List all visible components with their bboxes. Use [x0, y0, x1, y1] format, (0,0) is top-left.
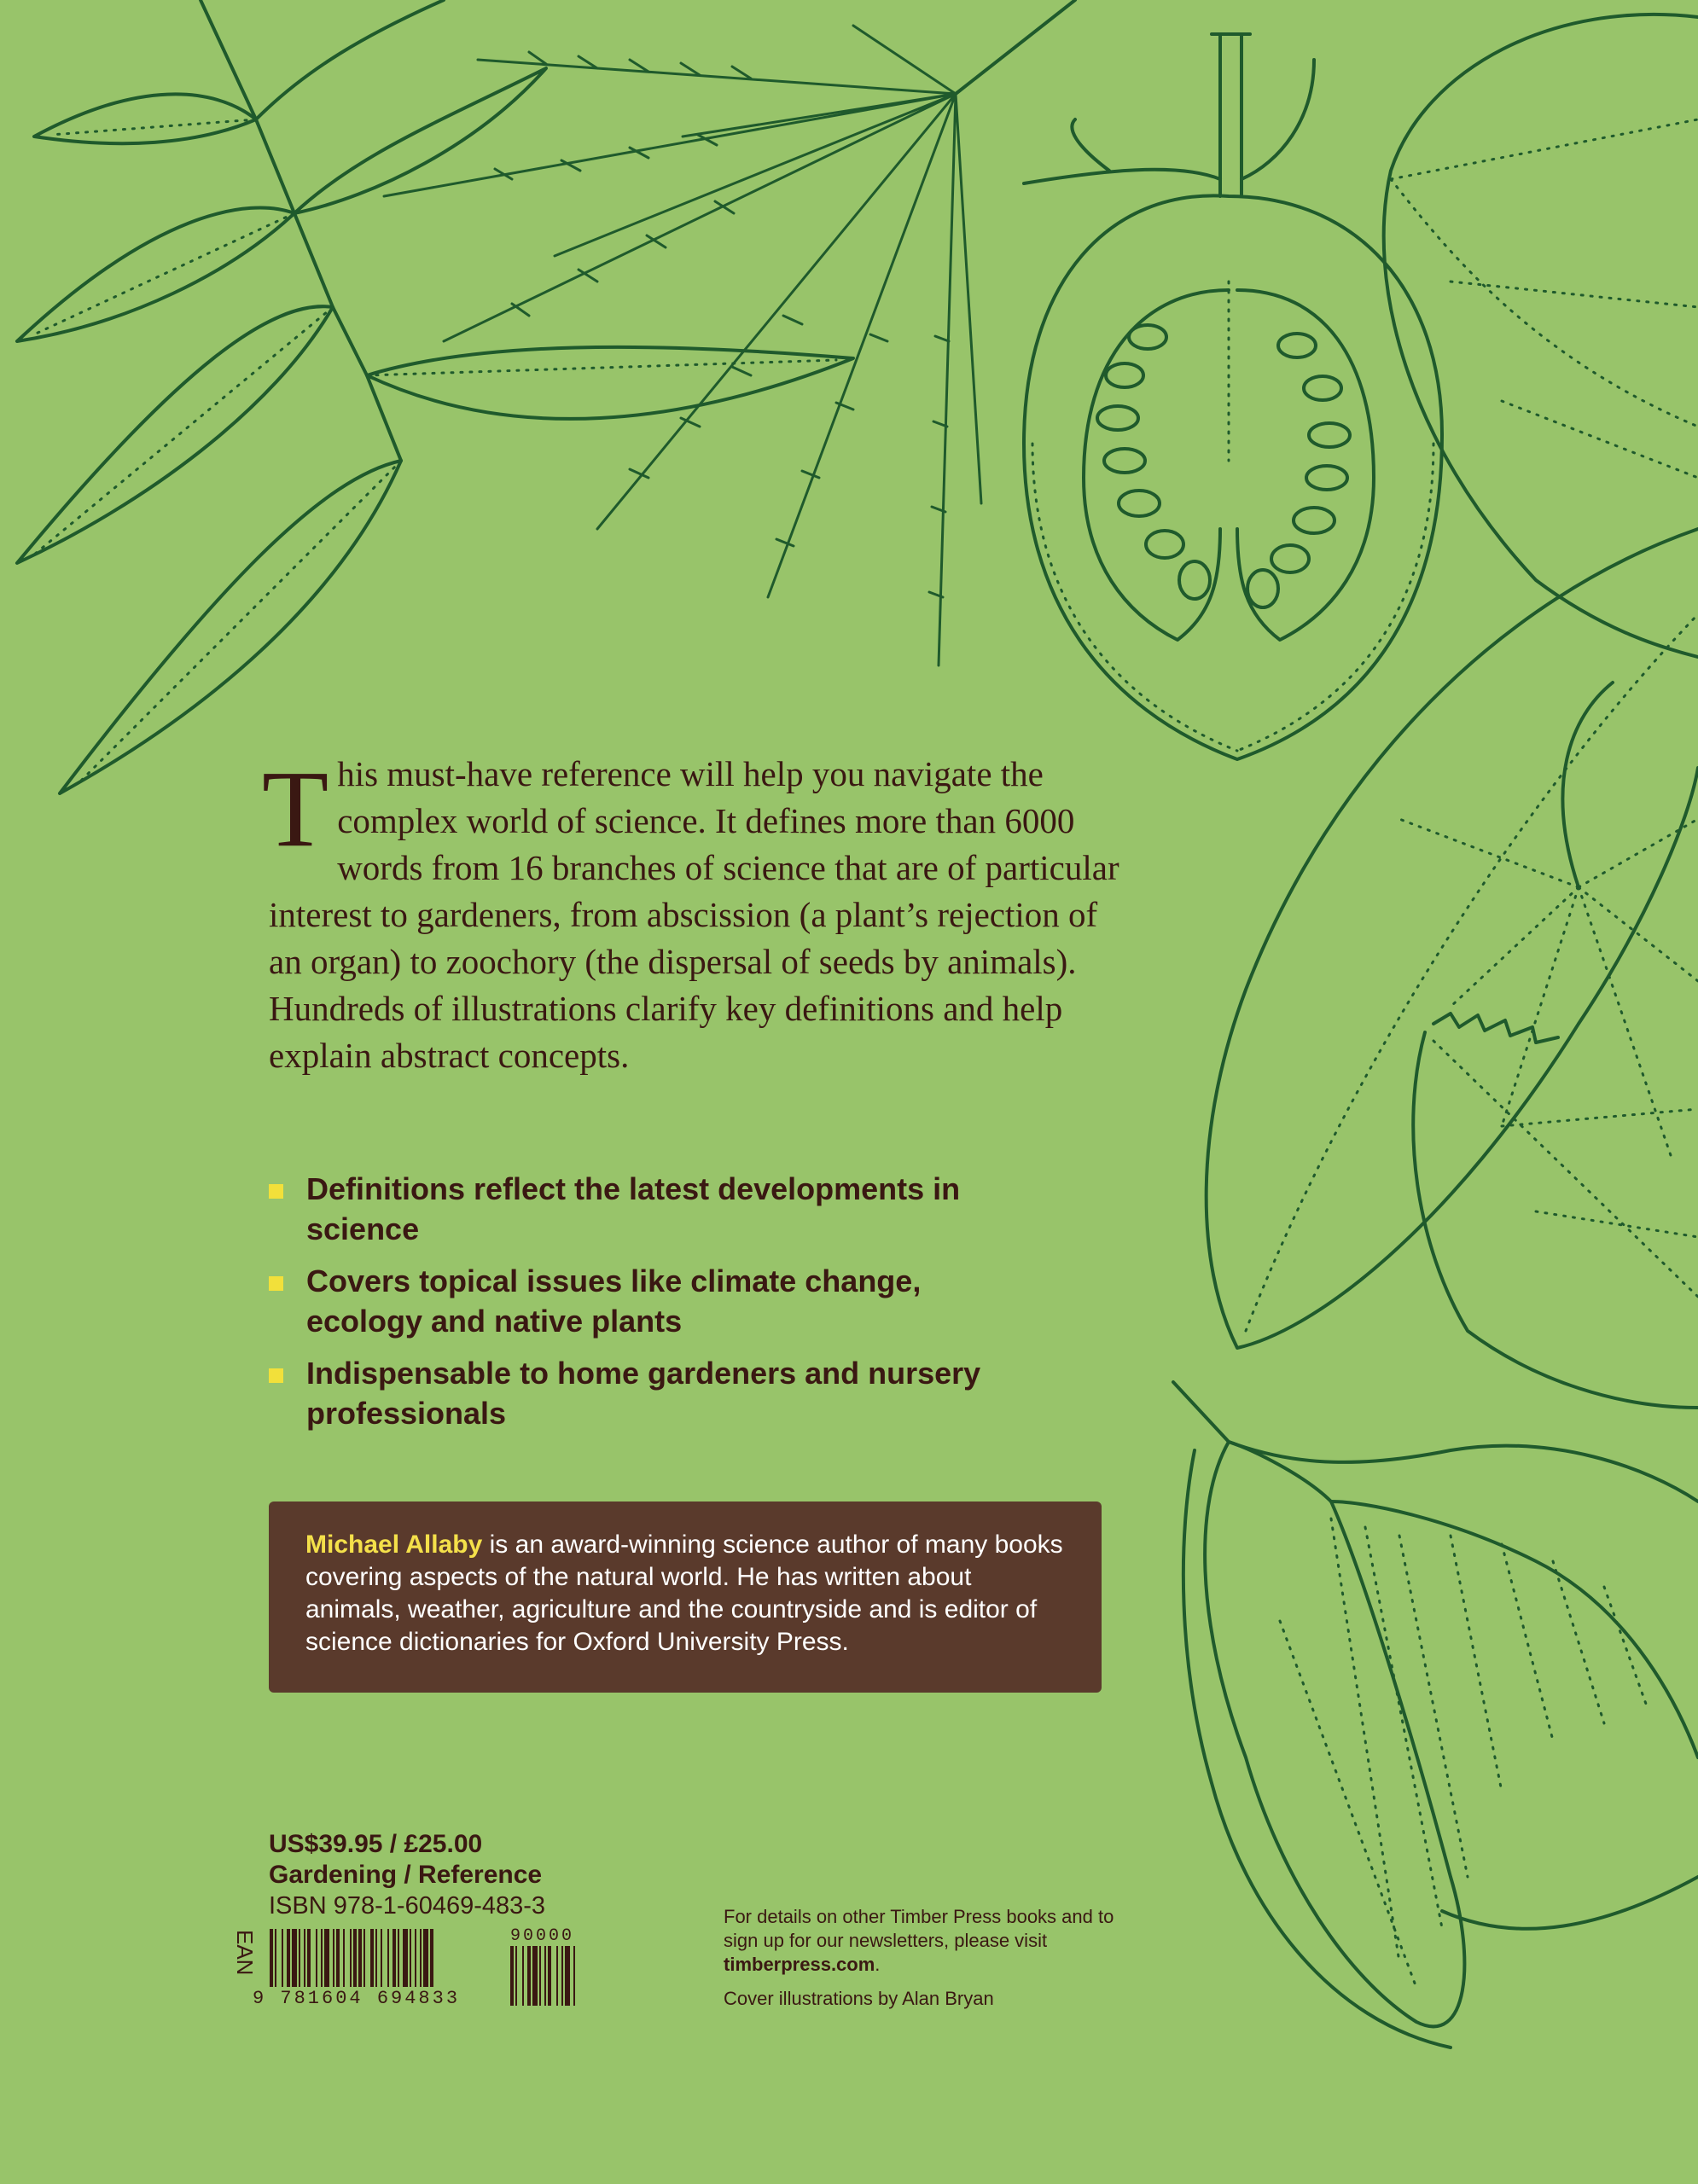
yellow-square-icon: [269, 1368, 283, 1383]
barcode-addon-bar: [515, 1946, 517, 2006]
barcode-bar: [353, 1929, 357, 1987]
leaflet: [367, 347, 853, 419]
barcode-addon-bar: [565, 1946, 570, 2006]
barcode-addon-bar: [522, 1946, 524, 2006]
author-bio-box: [269, 1502, 1102, 1693]
barcode-bars: [270, 1929, 433, 1987]
seed: [1146, 531, 1183, 558]
seed: [1106, 363, 1143, 387]
barcode-bar: [287, 1929, 290, 1987]
barcode-bar: [387, 1929, 389, 1987]
barcode-bar: [363, 1929, 365, 1987]
fern-rays: [384, 26, 981, 665]
barcode-bar: [282, 1929, 283, 1987]
feature-item: [269, 1261, 1037, 1341]
seed: [1306, 466, 1347, 490]
barcode-addon-bar: [539, 1946, 541, 2006]
serrated-leaf: [1413, 1014, 1698, 1408]
barcode-bar: [415, 1929, 416, 1987]
barcode-addon-bar: [561, 1946, 563, 2006]
leaflet-vein: [51, 119, 256, 135]
barcode-bar: [324, 1929, 329, 1987]
fern-barbs: [495, 52, 949, 597]
leaflet-vein: [34, 307, 333, 555]
barcode-bar: [398, 1929, 399, 1987]
barcode-addon-bar: [556, 1946, 558, 2006]
blade-leaf-tip: [1562, 682, 1613, 887]
feature-list: [269, 1169, 1037, 1445]
barcode-bar: [299, 1929, 300, 1987]
fruit-stalk: [1212, 34, 1250, 196]
isbn: ISBN 978-1-60469-483-3: [269, 1892, 546, 1920]
feature-text: Indispensable to home gardeners and nursery professionals: [306, 1356, 981, 1431]
large-leaf-vein: [1391, 119, 1698, 478]
seed: [1309, 423, 1350, 447]
blurb: [262, 748, 1139, 1079]
barcode-addon-bar: [510, 1946, 514, 2006]
barcode-bar: [321, 1929, 323, 1987]
leaflet: [17, 306, 333, 563]
feature-text: Covers topical issues like climate change, ecology and native plants: [306, 1263, 922, 1339]
seed: [1304, 376, 1341, 400]
footer-details: For details on other Timber Press books and to sign up for our newsletters, please visit: [724, 1906, 1114, 1951]
barcode-addon-bars: [510, 1946, 575, 2006]
price: US$39.95 / £25.00: [269, 1830, 483, 1858]
samara-wing: [1205, 1442, 1464, 2026]
footer-note: [724, 1905, 1116, 1977]
barcode-bar: [350, 1929, 352, 1987]
fruit-outline: [1024, 195, 1442, 759]
leaflet: [60, 461, 401, 793]
illustration-credit: Cover illustrations by Alan Bryan: [724, 1988, 994, 2009]
fern-stalk: [956, 0, 1075, 94]
samara-outer: [1183, 1450, 1451, 2048]
barcode-bar: [343, 1929, 345, 1987]
barcode-addon-bar: [544, 1946, 546, 2006]
barcode-bar: [316, 1929, 317, 1987]
barcode-addon-bar: [573, 1946, 575, 2006]
barcode-bar: [333, 1929, 334, 1987]
blurb-text: his must-have reference will help you navigate the complex world of science. It defines more than 6000 words from 16 branches of science that are of particular interest to gardeners, from abscission (a plant’s rejection of an organ) to zoochory (the dispersal of seeds by animals). Hundreds of illustrations clarify key definitions and help explain abstract concepts.: [269, 754, 1119, 1075]
yellow-square-icon: [269, 1276, 283, 1291]
drop-cap: T: [262, 748, 329, 869]
barcode-bar: [375, 1929, 377, 1987]
barcode-bar: [381, 1929, 382, 1987]
barcode-bar: [393, 1929, 396, 1987]
fruit-calyx: [1024, 60, 1314, 183]
barcode-bar: [292, 1929, 297, 1987]
barcode-addon-bar: [532, 1946, 538, 2006]
seed: [1278, 334, 1316, 357]
samara-wing-lower: [1442, 1877, 1698, 1929]
website-link[interactable]: timberpress.com: [724, 1954, 875, 1975]
barcode-addon-bar: [548, 1946, 551, 2006]
seed: [1294, 508, 1335, 533]
author-name: Michael Allaby: [305, 1531, 483, 1559]
barcode-bar: [410, 1929, 411, 1987]
feature-item: [269, 1353, 1037, 1433]
leaflet-vein: [34, 213, 294, 334]
barcode-addon-digits: 90000: [510, 1926, 575, 1946]
feature-text: Definitions reflect the latest developments in science: [306, 1171, 961, 1246]
barcode-bar: [275, 1929, 276, 1987]
leaflet: [256, 0, 444, 119]
seed: [1104, 449, 1145, 473]
barcode-bar: [370, 1929, 374, 1987]
leaflet: [17, 208, 294, 341]
footer-period: .: [875, 1954, 881, 1975]
barcode-bar: [336, 1929, 340, 1987]
leaflet: [294, 68, 546, 213]
barcode-bar: [420, 1929, 422, 1987]
category: Gardening / Reference: [269, 1861, 543, 1889]
seed: [1247, 570, 1278, 607]
seed: [1179, 561, 1210, 599]
barcode-bar: [307, 1929, 311, 1987]
seed: [1129, 325, 1166, 349]
barcode-bar: [270, 1929, 273, 1987]
ean-label: EAN: [232, 1930, 258, 1976]
price-block: [269, 1829, 545, 1921]
seed: [1097, 406, 1138, 430]
seed: [1271, 545, 1309, 572]
leaflet-vein: [367, 360, 836, 375]
barcode-digits: 9 781604 694833: [253, 1988, 461, 2009]
author-bio-text: is an award-winning science author of many books covering aspects of the natural world. He has written about animals, weather, agriculture and the countryside and is editor of science dictionaries for Oxford University Press.: [305, 1531, 1063, 1656]
barcode-bar: [423, 1929, 428, 1987]
barcode-bar: [403, 1929, 408, 1987]
barcode-bar: [430, 1929, 433, 1987]
blurb-paragraph: [262, 748, 1139, 1079]
barcode-bar: [304, 1929, 305, 1987]
radial-veins: [1399, 819, 1698, 1160]
feature-item: [269, 1169, 1037, 1249]
seed: [1119, 491, 1160, 516]
barcode-addon-bar: [527, 1946, 531, 2006]
leaflet: [34, 94, 256, 143]
yellow-square-icon: [269, 1184, 283, 1199]
leaflet-vein: [77, 461, 401, 785]
barcode-bar: [358, 1929, 362, 1987]
